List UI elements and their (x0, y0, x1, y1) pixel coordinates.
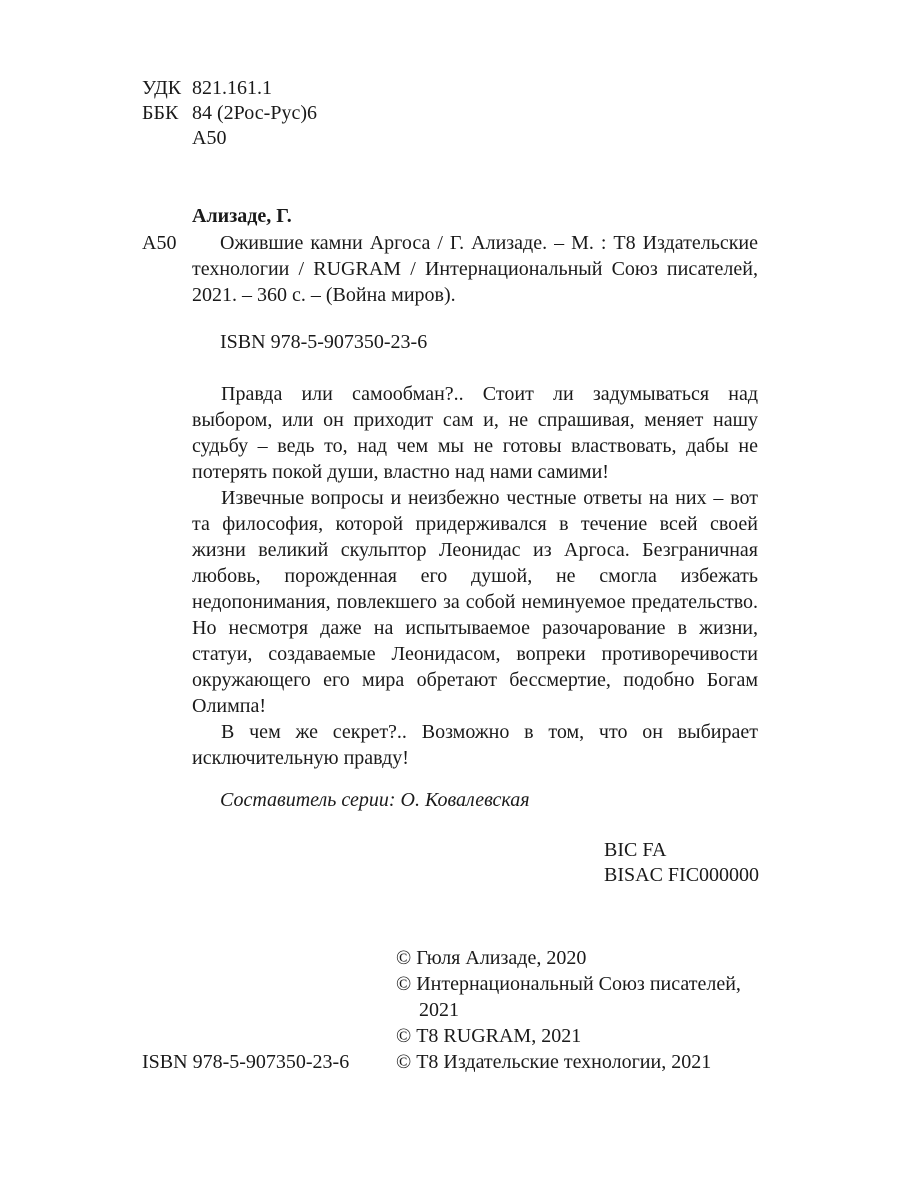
annotation-paragraph: Извечные вопросы и неизбежно честные ответы на них – вот та философия, которой придерживался в течение всей своей жизни великий скульптор Леонидас из Аргоса. Безграничная любовь, порожденная его душой, не смогла избежать недопонимания, повлекшего за собой неминуемое предательство. Но несмотря даже на испытываемое разочарование в жизни, статуи, создаваемые Леонидасом, вопреки противоречивости окружающего его мира обретают бессмертие, подобно Богам Олимпа! (192, 487, 758, 717)
annotation-paragraph: Правда или самообман?.. Стоит ли задумываться над выбором, или он приходит сам и, не спрашивая, меняет нашу судьбу – ведь то, над чем мы не готовы властвовать, дабы не потерять покой души, властно над нами самими! (192, 383, 758, 483)
copyright-block (396, 945, 776, 1075)
copyright-line: © Т8 RUGRAM, 2021 (396, 1025, 582, 1047)
copyright-line: © Гюля Ализаде, 2020 (396, 947, 587, 969)
footer-isbn: ISBN 978-5-907350-23-6 (142, 1051, 350, 1073)
annotation (192, 381, 758, 771)
margin-author-mark: А50 (142, 232, 177, 254)
bbk-value: 84 (2Рос-Рус)6 (192, 102, 317, 124)
udk-value: 821.161.1 (192, 77, 272, 99)
author-heading: Ализаде, Г. (192, 205, 292, 227)
isbn-line: ISBN 978-5-907350-23-6 (220, 331, 428, 353)
bic-code: BIC FA (604, 839, 667, 861)
series-editor: Составитель серии: О. Ковалевская (220, 789, 530, 811)
copyright-line: © Интернациональный Союз писателей, 2021 (396, 973, 741, 1021)
udk-label: УДК (142, 77, 182, 99)
bbk-label: ББК (142, 102, 179, 124)
copyright-line: © Т8 Издательские технологии, 2021 (396, 1051, 712, 1073)
author-mark: А50 (192, 127, 227, 149)
bib-description: Ожившие камни Аргоса / Г. Ализаде. – М. : Т8 Издательские технологии / RUGRAM / Интернациональный Союз писателей, 2021. – 360 с. – (Война миров). (192, 232, 758, 306)
bisac-code: BISAC FIC000000 (604, 864, 760, 886)
annotation-paragraph: В чем же секрет?.. Возможно в том, что он выбирает исключительную правду! (192, 721, 758, 769)
